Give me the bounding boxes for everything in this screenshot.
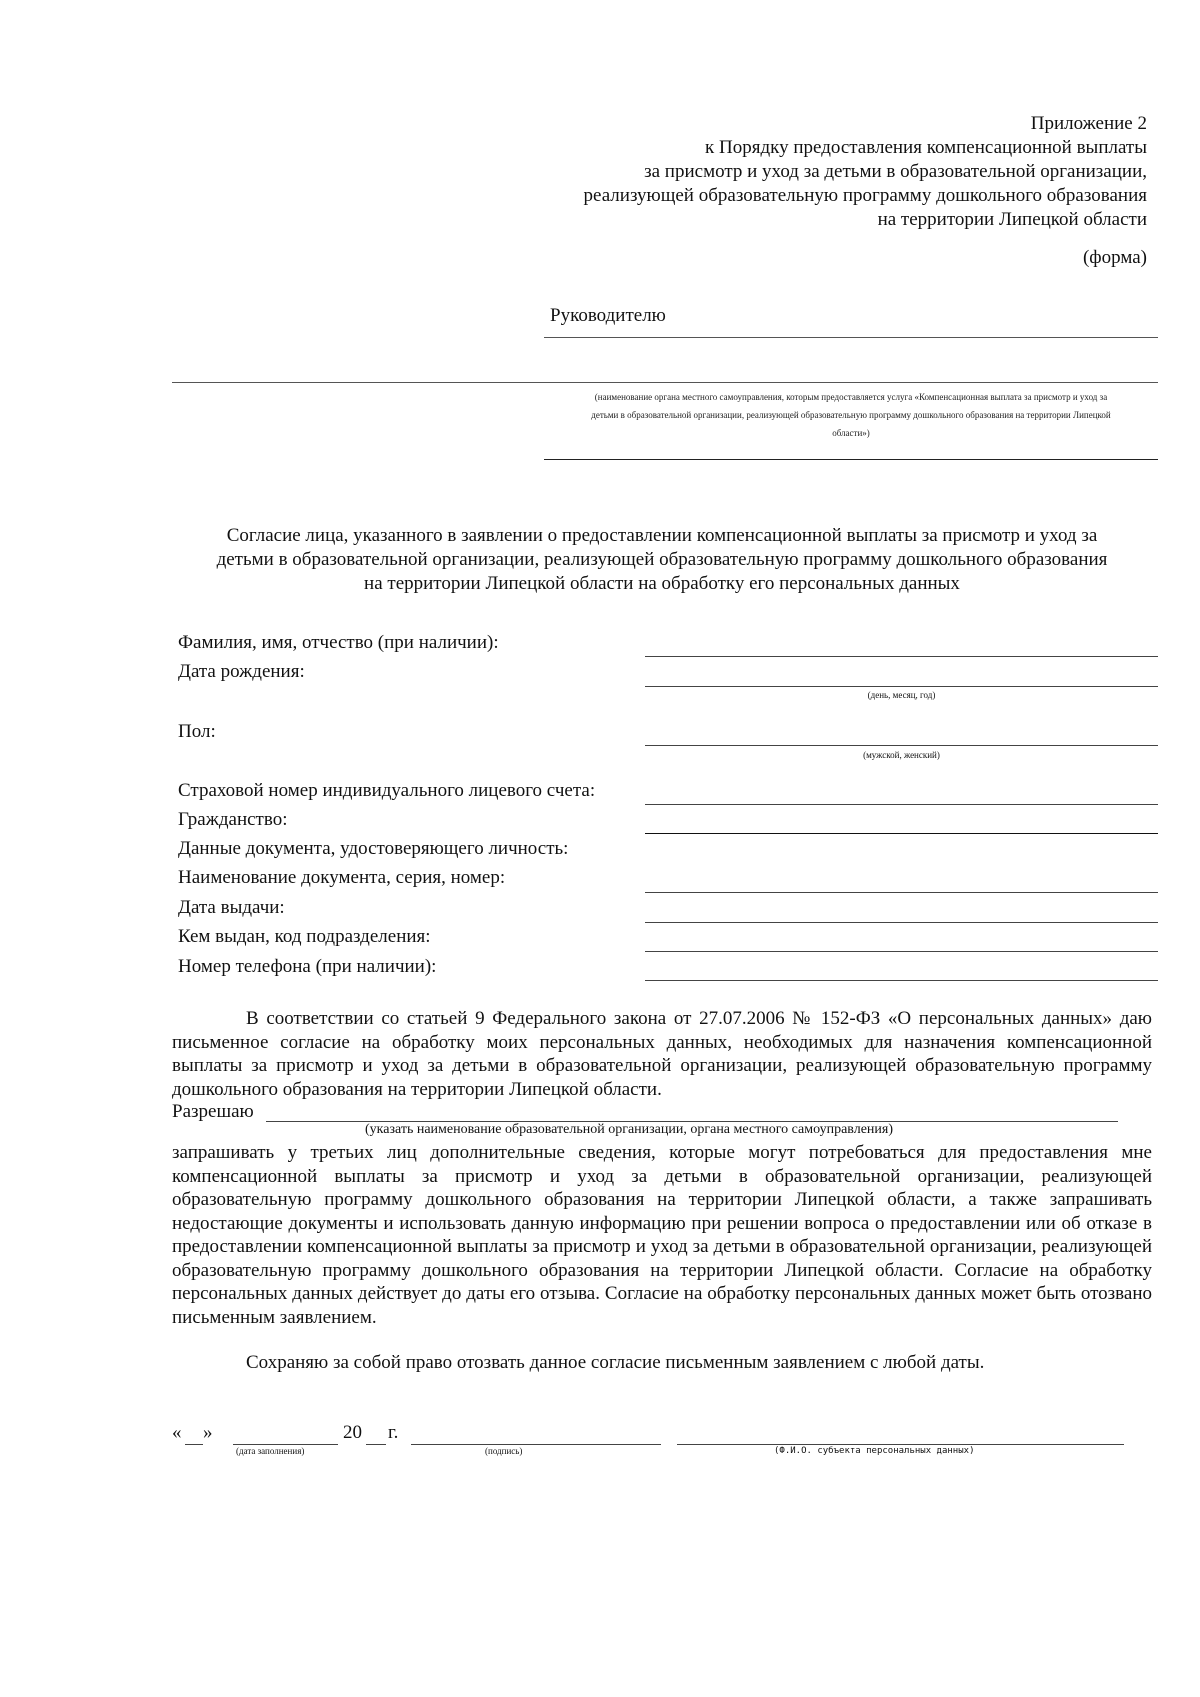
document-title (172, 524, 1152, 596)
appendix-header (507, 112, 1147, 232)
addressee-line-1[interactable] (544, 337, 1158, 338)
header-line: реализующей образовательную программу дошкольного образования (583, 185, 1147, 206)
header-line: за присмотр и уход за детьми в образовательной организации, (644, 161, 1147, 182)
birth-date-line[interactable] (645, 686, 1158, 687)
form-mark: (форма) (1082, 247, 1147, 268)
addressee-hint-line: области») (832, 428, 870, 438)
revocation-paragraph: Сохраняю за собой право отозвать данное согласие письменным заявлением с любой даты. (246, 1352, 985, 1373)
phone-line[interactable] (645, 980, 1158, 981)
quote-close: » (203, 1422, 213, 1443)
sign-line[interactable] (411, 1444, 661, 1445)
year-line[interactable] (366, 1444, 386, 1445)
sex-hint: (мужской, женский) (863, 750, 940, 760)
month-line[interactable] (233, 1444, 338, 1445)
header-line: Приложение 2 (1030, 113, 1147, 134)
year-suffix: г. (388, 1422, 399, 1443)
consent-paragraph: В соответствии со статьей 9 Федерального закона от 27.07.2006 № 152-ФЗ «О персональных данных» даю письменное согласие на обработку моих персональных данных, необходимых для назначения компенсационной выплаты за присмотр и уход за детьми в образовательной организации, реализующей образовательную программу дошкольного образования на территории Липецкой области. (172, 1008, 1152, 1100)
citizenship-line[interactable] (645, 833, 1158, 834)
issued-by-line[interactable] (645, 951, 1158, 952)
doc-name-line[interactable] (645, 892, 1158, 893)
addressee-hint-line: (наименование органа местного самоуправления, которым предоставляется услуга «Компенсационная выплата за присмотр и уход за (594, 392, 1108, 402)
sex-label: Пол: (178, 721, 216, 742)
allow-hint: (указать наименование образовательной организации, органа местного самоуправления) (365, 1122, 894, 1137)
header-line: к Порядку предоставления компенсационной выплаты (705, 137, 1147, 158)
addressee-hint (544, 388, 1158, 442)
addressee-line-3[interactable] (544, 459, 1158, 460)
title-line: на территории Липецкой области на обработку его персональных данных (364, 573, 960, 594)
doc-name-label: Наименование документа, серия, номер: (178, 867, 506, 888)
title-line: детьми в образовательной организации, реализующей образовательную программу дошкольного образования (216, 549, 1108, 570)
quote-open: « (172, 1422, 182, 1443)
citizenship-label: Гражданство: (178, 809, 288, 830)
snils-line[interactable] (645, 804, 1158, 805)
permission-paragraph: запрашивать у третьих лиц дополнительные сведения, которые могут потребоваться для предоставления мне компенсационной выплаты за присмотр и уход за детьми в образовательной организации, реализующей образовательную программу дошкольного образования на территории Липецкой области, а также запрашивать недостающие документы и использовать данную информацию при решении вопроса о предоставлении или об отказе в предоставлении компенсационной выплаты за присмотр и уход за детьми в образовательной организации, реализующей образовательную программу дошкольного образования на территории Липецкой области. Согласие на обработку персональных данных действует до даты его отзыва. Согласие на обработку персональных данных может быть отозвано письменным заявлением. (172, 1142, 1152, 1328)
fio-label: Фамилия, имя, отчество (при наличии): (178, 632, 499, 653)
phone-label: Номер телефона (при наличии): (178, 956, 437, 977)
sex-line[interactable] (645, 745, 1158, 746)
header-line: на территории Липецкой области (877, 209, 1147, 230)
name-hint: (Ф.И.О. субъекта персональных данных) (774, 1446, 975, 1456)
day-line[interactable] (185, 1444, 203, 1445)
birth-date-label: Дата рождения: (178, 661, 305, 682)
fio-line[interactable] (645, 656, 1158, 657)
issue-date-line[interactable] (645, 922, 1158, 923)
title-line: Согласие лица, указанного в заявлении о предоставлении компенсационной выплаты за присмотр и уход за (226, 525, 1098, 546)
sign-hint: (подпись) (485, 1446, 523, 1456)
snils-label: Страховой номер индивидуального лицевого счета: (178, 780, 596, 801)
year-prefix: 20 (343, 1422, 362, 1443)
issue-date-label: Дата выдачи: (178, 897, 285, 918)
name-line[interactable] (677, 1444, 1124, 1445)
addressee-label: Руководителю (550, 305, 666, 326)
addressee-hint-line: детьми в образовательной организации, реализующей образовательную программу дошкольного образования на территории Липецкой (591, 410, 1111, 420)
date-hint: (дата заполнения) (236, 1446, 305, 1456)
addressee-line-2[interactable] (172, 382, 1158, 383)
id-doc-label: Данные документа, удостоверяющего личность: (178, 838, 569, 859)
allow-label: Разрешаю (172, 1101, 254, 1122)
birth-date-hint: (день, месяц, год) (867, 690, 936, 700)
issued-by-label: Кем выдан, код подразделения: (178, 926, 431, 947)
